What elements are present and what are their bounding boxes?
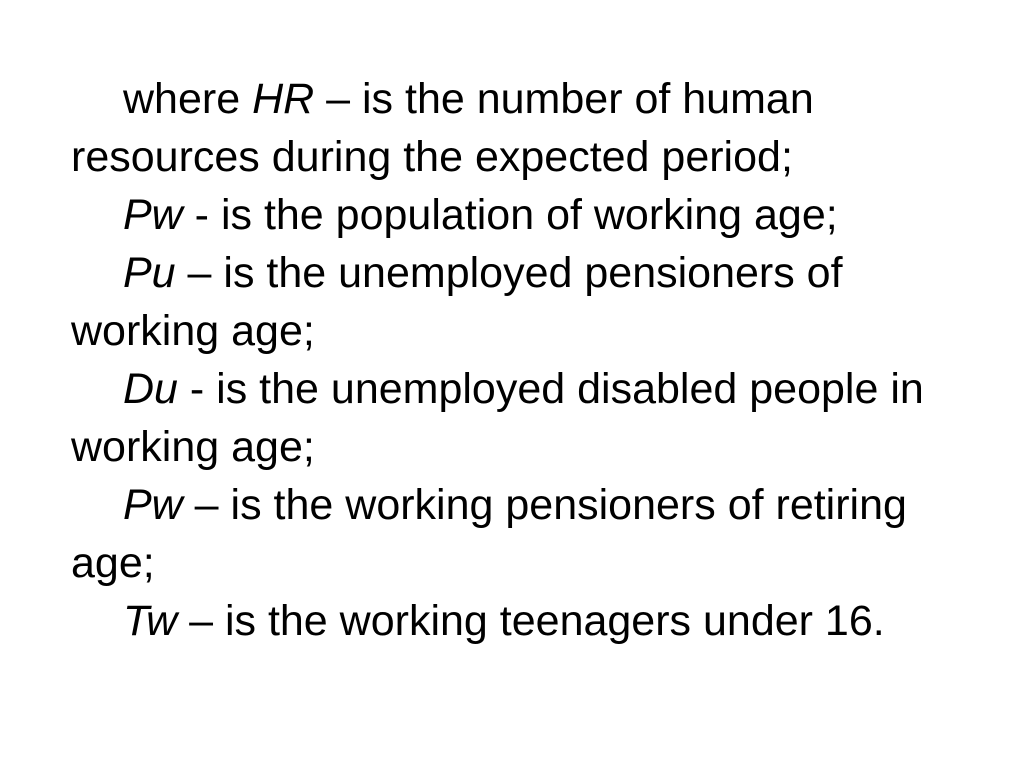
definitions-text-block	[71, 70, 971, 650]
definition-text: – is the working teenagers under 16.	[177, 597, 885, 645]
variable-symbol: HR	[252, 75, 315, 123]
definition-pu	[71, 244, 971, 360]
variable-symbol: Pu	[123, 249, 176, 297]
definition-pw	[71, 186, 971, 244]
definition-text: – is the number of human resources during the expected period;	[71, 75, 814, 181]
variable-symbol: Tw	[123, 597, 178, 645]
definition-hr	[71, 70, 971, 186]
definition-du	[71, 360, 971, 476]
definition-pw-working	[71, 476, 971, 592]
definition-text: - is the unemployed disabled people in working age;	[71, 365, 924, 471]
definition-tw	[71, 592, 971, 650]
variable-symbol: Pw	[123, 481, 183, 529]
definition-lead: where	[123, 75, 253, 123]
definition-text: - is the population of working age;	[182, 191, 838, 239]
variable-symbol: Du	[123, 365, 178, 413]
definition-text: – is the working pensioners of retiring age;	[71, 481, 907, 587]
definition-text: – is the unemployed pensioners of working age;	[71, 249, 843, 355]
variable-symbol: Pw	[123, 191, 183, 239]
